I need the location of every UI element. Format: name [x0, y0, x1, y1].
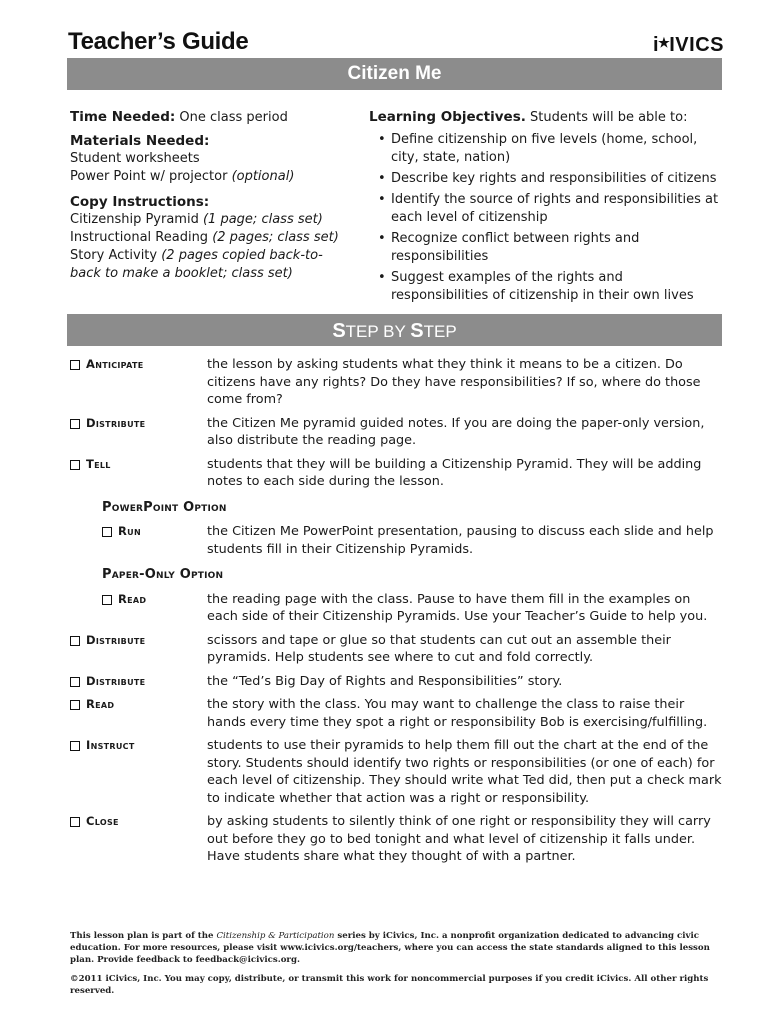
paper-option-heading: Paper-Only Option [102, 567, 224, 582]
checkbox-icon[interactable] [70, 700, 80, 710]
checkbox-icon[interactable] [70, 741, 80, 751]
step-verb: Read [118, 591, 147, 606]
copy-item-note: (2 pages copied back-to-back to make a booklet; class set) [70, 248, 323, 281]
materials-label: Materials Needed: [70, 133, 210, 149]
step-read-story [70, 696, 724, 731]
objective-item: • Define citizenship on five levels (home, school, city, state, nation) [369, 131, 724, 167]
time-label: Time Needed: [70, 109, 176, 125]
step-text: the Citizen Me pyramid guided notes. If you are doing the paper-only version, also distribute the reading page. [207, 415, 705, 448]
checkbox-icon[interactable] [70, 460, 80, 470]
step-verb-cell [70, 523, 207, 558]
step-anticipate [70, 356, 724, 409]
time-value: One class period [179, 110, 288, 125]
icivics-logo [653, 34, 724, 57]
objective-item: • Recognize conflict between rights and responsibilities [369, 230, 724, 266]
checkbox-icon[interactable] [70, 360, 80, 370]
step-by-step-band [67, 314, 722, 346]
material-text: Power Point w/ projector [70, 169, 228, 184]
step-distribute-supplies [70, 632, 724, 667]
objectives-intro: Students will be able to: [530, 110, 688, 125]
step-verb: Distribute [86, 632, 146, 647]
footer-credits [70, 930, 724, 966]
step-verb-cell [70, 696, 207, 731]
logo-suffix: IVICS [669, 34, 724, 56]
objective-item: • Suggest examples of the rights and responsibilities of citizenship in their own lives [369, 269, 724, 305]
copy-item [70, 211, 350, 229]
step-text: the Citizen Me PowerPoint presentation, pausing to discuss each slide and help students fill in their Citizenship Pyramids. [207, 524, 714, 557]
copy-label: Copy Instructions: [70, 194, 210, 210]
footer-series: Citizenship & Participation [216, 931, 335, 941]
step-verb: Read [86, 697, 115, 711]
step-verb: Anticipate [86, 357, 144, 371]
step-verb: Run [118, 524, 141, 538]
step-text: students to use their pyramids to help them fill out the chart at the end of the story. Students should identify two rights or responsibilities (or one of each) for each level of citizenship. They should write what Ted did, then put a check mark to indicate whether that action was a right or responsibility. [207, 738, 722, 806]
objectives-heading [369, 108, 724, 127]
star-icon: ★ [658, 35, 671, 50]
learning-objectives [369, 108, 724, 308]
step-text: the “Ted’s Big Day of Rights and Responsibilities” story. [207, 673, 563, 689]
step-verb-cell [70, 456, 207, 491]
checkbox-icon[interactable] [70, 636, 80, 646]
objectives-label: Learning Objectives. [369, 109, 526, 125]
step-verb-cell [70, 591, 207, 626]
band-text: TEP BY [345, 322, 411, 341]
material-optional: (optional) [231, 169, 295, 184]
band-text: TEP [423, 322, 457, 341]
step-verb-cell [70, 673, 207, 691]
step-verb-cell [70, 737, 207, 807]
material-item [70, 168, 350, 186]
step-verb-cell [70, 356, 207, 409]
checkbox-icon[interactable] [70, 677, 80, 687]
step-verb: Instruct [86, 738, 135, 752]
step-tell [70, 456, 724, 491]
step-close [70, 813, 724, 866]
step-verb: Tell [86, 456, 111, 471]
step-distribute [70, 415, 724, 450]
objective-item: • Identify the source of rights and responsibilities at each level of citizenship [369, 191, 724, 227]
step-verb: Close [86, 814, 119, 828]
copy-item [70, 229, 350, 247]
objectives-list [369, 131, 724, 305]
step-read-page [70, 591, 724, 626]
step-verb-cell [70, 813, 207, 866]
step-verb-cell [70, 632, 207, 667]
step-text: students that they will be building a Citizenship Pyramid. They will be adding notes to each side during the lesson. [207, 456, 702, 489]
band-cap: S [332, 320, 346, 342]
objective-item: • Describe key rights and responsibilities of citizens [369, 170, 724, 188]
footer-text: This lesson plan is part of the [70, 931, 217, 941]
step-distribute-story [70, 673, 724, 691]
step-text: by asking students to silently think of one right or responsibility they will carry out before they go to bed tonight and what level of citizenship it falls under. Have students share what they thought of with a partner. [207, 814, 711, 864]
copy-item-note: (2 pages; class set) [212, 230, 339, 245]
footer-copyright: ©2011 iCivics, Inc. You may copy, distribute, or transmit this work for noncommercial purposes if you credit iCivics. All other rights reserved. [70, 974, 709, 996]
copy-item-note: (1 page; class set) [202, 212, 323, 227]
copy-item [70, 247, 350, 283]
checkbox-icon[interactable] [70, 817, 80, 827]
checkbox-icon[interactable] [102, 595, 112, 605]
step-verb-cell [70, 415, 207, 450]
lesson-info [70, 108, 350, 283]
step-text: the story with the class. You may want to challenge the class to raise their hands every time they spot a right or responsibility Bob is exercising/fulfilling. [207, 697, 708, 730]
step-text: the lesson by asking students what they think it means to be a citizen. Do citizens have any rights? Do they have responsibilities? If so, where do those come from? [207, 357, 701, 407]
step-verb: Distribute [86, 673, 146, 688]
footer [70, 930, 724, 997]
material-item: Student worksheets [70, 151, 200, 166]
copy-item-name: Instructional Reading [70, 230, 209, 245]
band-cap: S [410, 320, 424, 342]
time-needed [70, 108, 350, 127]
logo-prefix: i [653, 34, 660, 56]
step-run [70, 523, 724, 558]
step-text: scissors and tape or glue so that students can cut out an assemble their pyramids. Help students see where to cut and fold correctly. [207, 632, 671, 665]
page-header [68, 28, 724, 58]
steps-list [70, 356, 724, 872]
step-instruct [70, 737, 724, 807]
checkbox-icon[interactable] [70, 419, 80, 429]
step-verb: Distribute [86, 415, 146, 430]
step-text: the reading page with the class. Pause to have them fill in the examples on each side of their Citizenship Pyramids. Use your Teacher’s Guide to help you. [207, 591, 708, 624]
lesson-title-band: Citizen Me [67, 58, 722, 90]
copy-item-name: Citizenship Pyramid [70, 212, 199, 227]
doc-title: Teacher’s Guide [68, 28, 249, 55]
copy-item-name: Story Activity [70, 248, 158, 263]
powerpoint-option-heading: PowerPoint Option [102, 499, 227, 515]
footer-text: series by iCivics, Inc. a nonprofit organization dedicated to advancing civic education. For more resources, please visit www.icivics.org/teachers, where you can access the state standards aligned to this lesson plan. Provide feedback to feedback@icivics.org. [70, 931, 710, 965]
checkbox-icon[interactable] [102, 527, 112, 537]
